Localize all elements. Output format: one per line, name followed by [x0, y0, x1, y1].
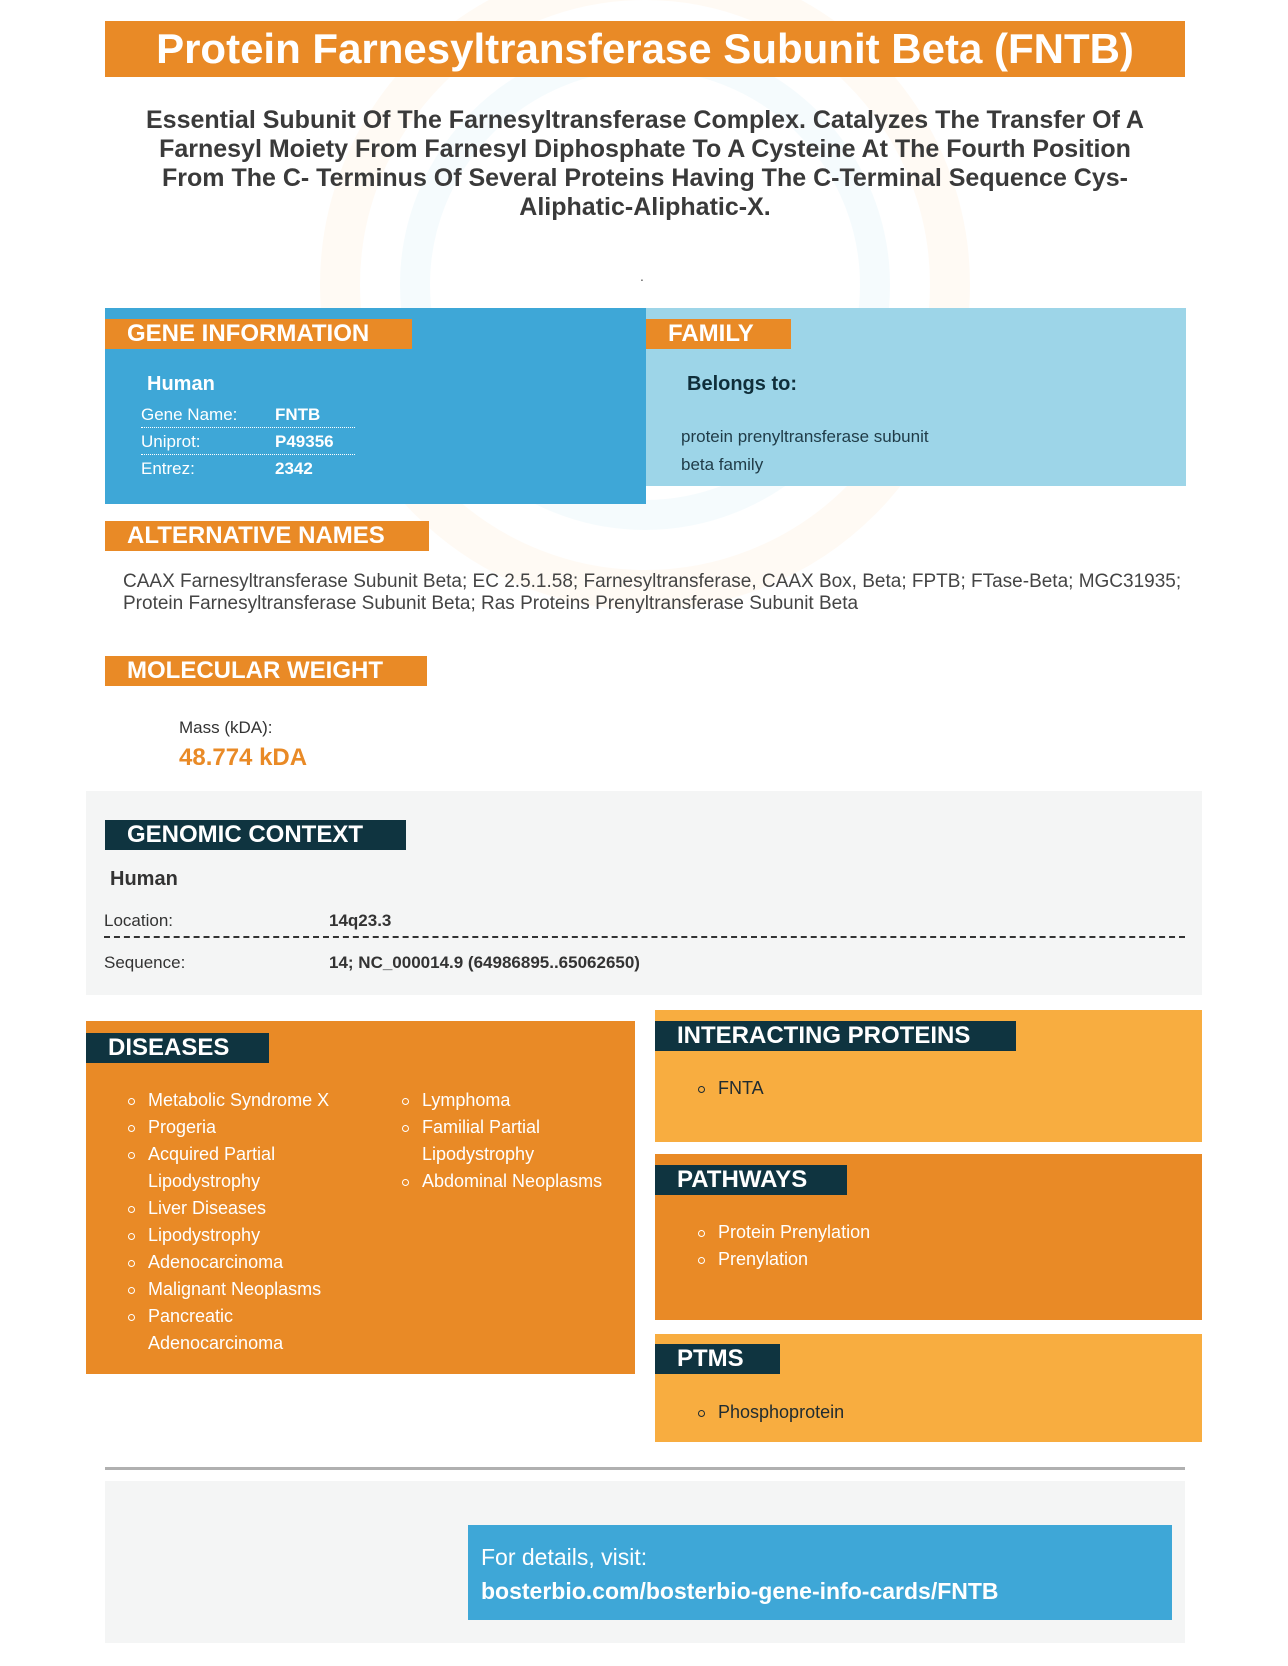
uniprot-label: Uniprot:	[141, 432, 201, 451]
pathways-list	[693, 1219, 993, 1273]
list-item: FNTA	[693, 1075, 993, 1102]
gene-description: Essential Subunit Of The Farnesyltransferase Complex. Catalyzes The Transfer Of A Farnesyl Moiety From Farnesyl Diphosphate To A Cysteine At The Fourth Position From The C- Terminus Of Several Proteins Having The C-Terminal Sequence Cys- Aliphatic-Aliphatic-X.	[146, 106, 1144, 221]
list-item: Adenocarcinoma	[123, 1249, 363, 1276]
footer-divider	[105, 1467, 1185, 1470]
list-item: Lymphoma	[397, 1087, 627, 1114]
diseases-heading: DISEASES	[86, 1033, 269, 1063]
details-link-box[interactable]	[468, 1525, 1172, 1620]
uniprot-row	[141, 428, 355, 455]
details-url-link[interactable]: bosterbio.com/bosterbio-gene-info-cards/FNTB	[481, 1578, 999, 1604]
diseases-list-col1	[123, 1087, 363, 1357]
alternative-names-text: CAAX Farnesyltransferase Subunit Beta; EC 2.5.1.58; Farnesyltransferase, CAAX Box, Beta; FPTB; FTase-Beta; MGC31935; Protein Farnesyltransferase Subunit Beta; Ras Proteins Prenyltransferase Subunit Beta	[123, 571, 1182, 614]
list-item: Lipodystrophy	[123, 1222, 363, 1249]
sequence-row	[104, 944, 1185, 980]
list-item: Phosphoprotein	[693, 1399, 993, 1426]
entrez-value: 2342	[275, 459, 313, 478]
interacting-proteins-heading: INTERACTING PROTEINS	[655, 1021, 1016, 1051]
family-text: protein prenyltransferase subunit beta family	[681, 427, 929, 474]
family-belongs-label: Belongs to:	[687, 373, 797, 395]
gene-species: Human	[147, 373, 215, 395]
pathways-heading: PATHWAYS	[655, 1165, 847, 1195]
list-item: Metabolic Syndrome X	[123, 1087, 363, 1114]
genomic-species: Human	[110, 868, 178, 890]
list-item: Progeria	[123, 1114, 363, 1141]
diseases-list-col2	[397, 1087, 627, 1195]
page-title: Protein Farnesyltransferase Subunit Beta (FNTB)	[105, 21, 1185, 77]
uniprot-value: P49356	[275, 432, 334, 451]
genomic-context-heading: GENOMIC CONTEXT	[105, 820, 406, 850]
location-label: Location:	[104, 911, 173, 930]
gene-name-value: FNTB	[275, 405, 321, 424]
gene-name-label: Gene Name:	[141, 405, 238, 424]
location-value: 14q23.3	[329, 911, 392, 930]
entrez-row	[141, 455, 355, 482]
family-heading: FAMILY	[646, 319, 791, 349]
entrez-label: Entrez:	[141, 459, 195, 478]
ptms-heading: PTMS	[655, 1344, 780, 1374]
details-label: For details, visit:	[481, 1544, 648, 1570]
interacting-proteins-list	[693, 1075, 993, 1102]
list-item: Abdominal Neoplasms	[397, 1168, 627, 1195]
ptms-list	[693, 1399, 993, 1426]
sequence-label: Sequence:	[104, 953, 186, 972]
separator-dot: .	[640, 268, 644, 284]
mass-value: 48.774 kDA	[179, 744, 308, 771]
list-item: Acquired Partial Lipodystrophy	[123, 1141, 363, 1195]
mass-label: Mass (kDA):	[179, 718, 273, 737]
location-row	[104, 902, 1185, 938]
list-item: Protein Prenylation	[693, 1219, 993, 1246]
list-item: Liver Diseases	[123, 1195, 363, 1222]
list-item: Familial Partial Lipodystrophy	[397, 1114, 627, 1168]
gene-information-heading: GENE INFORMATION	[105, 319, 412, 349]
molecular-weight-heading: MOLECULAR WEIGHT	[105, 656, 427, 686]
sequence-value: 14; NC_000014.9 (64986895..65062650)	[329, 953, 640, 972]
list-item: Pancreatic Adenocarcinoma	[123, 1303, 363, 1357]
alternative-names-heading: ALTERNATIVE NAMES	[105, 521, 429, 551]
gene-name-row	[141, 401, 355, 428]
list-item: Prenylation	[693, 1246, 993, 1273]
list-item: Malignant Neoplasms	[123, 1276, 363, 1303]
